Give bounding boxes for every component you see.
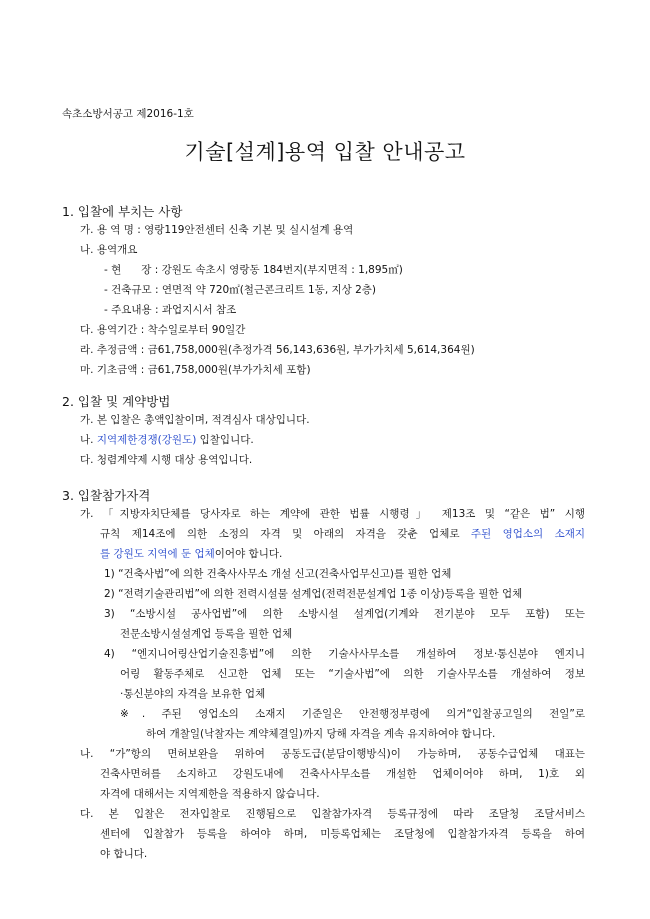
notice-number: 속초소방서공고 제2016-1호 — [62, 108, 194, 120]
qualification-a-line2-text: 규칙 제14조에 의한 소정의 자격 및 아래의 자격을 갖춘 업체로 — [100, 528, 471, 540]
qualification-a-line2 — [100, 526, 585, 541]
qualification-c-line2: 센터에 입찰참가 등록을 하여야 하며, 미등록업체는 조달청에 입찰참가자격 등록을 하여 — [100, 828, 585, 840]
requirement-3-line1: 3) “소방시설 공사업법”에 의한 소방시설 설계업(기계와 전기분야 모두 포함) 또는 — [104, 608, 585, 620]
qualification-a-line1: 가. 「지방자치단체를 당사자로 하는 계약에 관한 법률 시행령」 제13조 및 “같은 법” 시행 — [80, 508, 585, 520]
requirement-4-line2: 어링 활동주체로 신고한 업체 또는 “기술사법”에 의한 기술사무소를 개설하여 정보 — [120, 668, 585, 680]
section-2-heading: 2. 입찰 및 계약방법 — [62, 394, 171, 409]
bid-method-a: 가. 본 입찰은 총액입찰이며, 적격심사 대상입니다. — [80, 414, 310, 426]
main-office-location: 주된 영업소의 소재지 — [470, 528, 585, 540]
estimated-amount: 라. 추정금액 : 금61,758,000원(추정가격 56,143,636원, 부가가치세 5,614,364원) — [80, 344, 475, 356]
qualification-a-line3 — [100, 546, 282, 561]
bid-method-c: 다. 청렴계약제 시행 대상 용역입니다. — [80, 454, 253, 466]
overview-scale: - 건축규모 : 연면적 약 720㎡(철근콘크리트 1동, 지상 2층) — [104, 284, 377, 296]
requirement-3-line2: 전문소방시설설계업 등록을 필한 업체 — [120, 628, 293, 640]
note-line2: 하여 개찰일(낙찰자는 계약체결일)까지 당해 자격을 계속 유지하여야 합니다. — [146, 728, 496, 740]
qualification-a-line3-text: 이어야 합니다. — [214, 548, 283, 560]
base-amount: 마. 기초금액 : 금61,758,000원(부가가치세 포함) — [80, 364, 311, 376]
service-name: 가. 용 역 명 : 영랑119안전센터 신축 기본 및 실시설계 용역 — [80, 224, 354, 236]
bid-method-b — [80, 432, 254, 447]
bid-method-b-prefix: 나. — [80, 434, 97, 446]
requirement-4-line1: 4) “엔지니어링산업기술진흥법”에 의한 기술사사무소를 개설하여 정보·통신분야 엔지니 — [104, 648, 585, 660]
qualification-b-line3: 자격에 대해서는 지역제한을 적용하지 않습니다. — [100, 788, 320, 800]
service-period: 다. 용역기간 : 착수일로부터 90일간 — [80, 324, 246, 336]
regional-restriction: 지역제한경쟁(강원도) — [96, 434, 197, 446]
requirement-1: 1) “건축사법”에 의한 건축사사무소 개설 신고(건축사업무신고)를 필한 업체 — [104, 568, 452, 580]
overview-site: - 현 장 : 강원도 속초시 영랑동 184번지(부지면적 : 1,895㎡) — [104, 264, 403, 276]
service-overview: 나. 용역개요 — [80, 244, 138, 256]
overview-content: - 주요내용 : 과업지시서 참조 — [104, 304, 237, 316]
requirement-4-line3: ·통신분야의 자격을 보유한 업체 — [120, 688, 266, 700]
section-1-heading: 1. 입찰에 부치는 사항 — [62, 204, 183, 219]
qualification-c-line3: 야 합니다. — [100, 848, 148, 860]
section-3-heading: 3. 입찰참가자격 — [62, 488, 151, 503]
note-line1: ※. 주된 영업소의 소재지 기준일은 안전행정부령에 의거“입찰공고일의 전일”로 — [120, 708, 585, 720]
qualification-b-line2: 건축사면허를 소지하고 강원도내에 건축사사무소를 개설한 업체이어야 하며, 1)호 외 — [100, 768, 585, 780]
qualification-b-line1: 나. “가”항의 면허보완을 위하여 공동도급(분담이행방식)이 가능하며, 공동수급업체 대표는 — [80, 748, 585, 760]
bid-method-b-suffix: 입찰입니다. — [196, 434, 254, 446]
requirement-2: 2) “전력기술관리법”에 의한 전력시설물 설계업(전력전문설계업 1종 이상)등록을 필한 업체 — [104, 588, 523, 600]
gangwon-region: 를 강원도 지역에 둔 업체 — [100, 548, 215, 560]
page-title: 기술[설계]용역 입찰 안내공고 — [184, 140, 466, 164]
qualification-c-line1: 다. 본 입찰은 전자입찰로 진행됨으로 입찰참가자격 등록규정에 따라 조달청 조달서비스 — [80, 808, 585, 820]
